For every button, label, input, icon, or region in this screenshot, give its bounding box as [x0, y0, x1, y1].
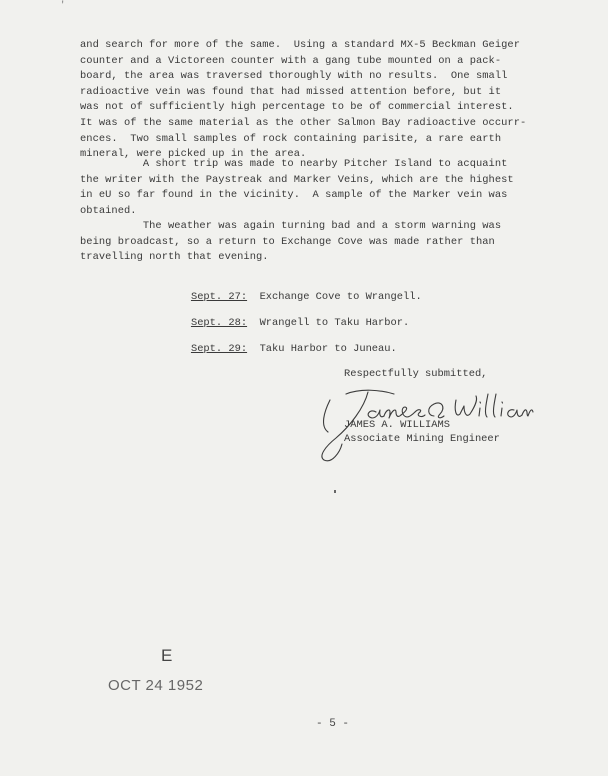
closing-line: Respectfully submitted,: [344, 368, 488, 380]
itinerary-route: Taku Harbor to Juneau.: [259, 343, 397, 355]
paragraph-2: A short trip was made to nearby Pitcher Island to acquaint the writer with the Paystreak and Marker Veins, which are the highest in eU so far found in the vicinity. A sample of the Marker vein was obtained.: [80, 158, 514, 217]
stray-mark: [334, 490, 336, 493]
signature-block: [344, 419, 500, 446]
paragraph-3: The weather was again turning bad and a storm warning was being broadcast, so a return to Exchange Cove was made rather than travelling north that evening.: [80, 220, 502, 264]
signer-title: Associate Mining Engineer: [344, 432, 500, 445]
itinerary-date: Sept. 28:: [190, 317, 248, 329]
stamp-letter: E: [161, 646, 175, 665]
page-number: - 5 -: [316, 718, 350, 730]
paragraph-1: and search for more of the same. Using a standard MX-5 Beckman Geiger counter and a Victoreen counter with a gang tube mounted on a pack- board, the area was traversed thoroughly with no results. One small radioactive vein was found that had missed attention before, but it was not of sufficiently high percentage to be of commercial interest. It was of the same material as the other Salmon Bay radioactive occurr- ences. Two small samples of rock containing parisite, a rare earth mineral, were picked up in the area.: [80, 39, 527, 161]
itinerary-date: Sept. 27:: [190, 291, 248, 303]
signer-name: JAMES A. WILLIAMS: [344, 419, 451, 431]
received-date-stamp: OCT 24 1952: [108, 677, 204, 694]
itinerary-route: Wrangell to Taku Harbor.: [259, 317, 410, 329]
itinerary-date: Sept. 29:: [190, 343, 248, 355]
corner-mark: ': [60, 0, 66, 10]
itinerary-route: Exchange Cove to Wrangell.: [259, 291, 422, 303]
itinerary-item: [166, 327, 397, 372]
